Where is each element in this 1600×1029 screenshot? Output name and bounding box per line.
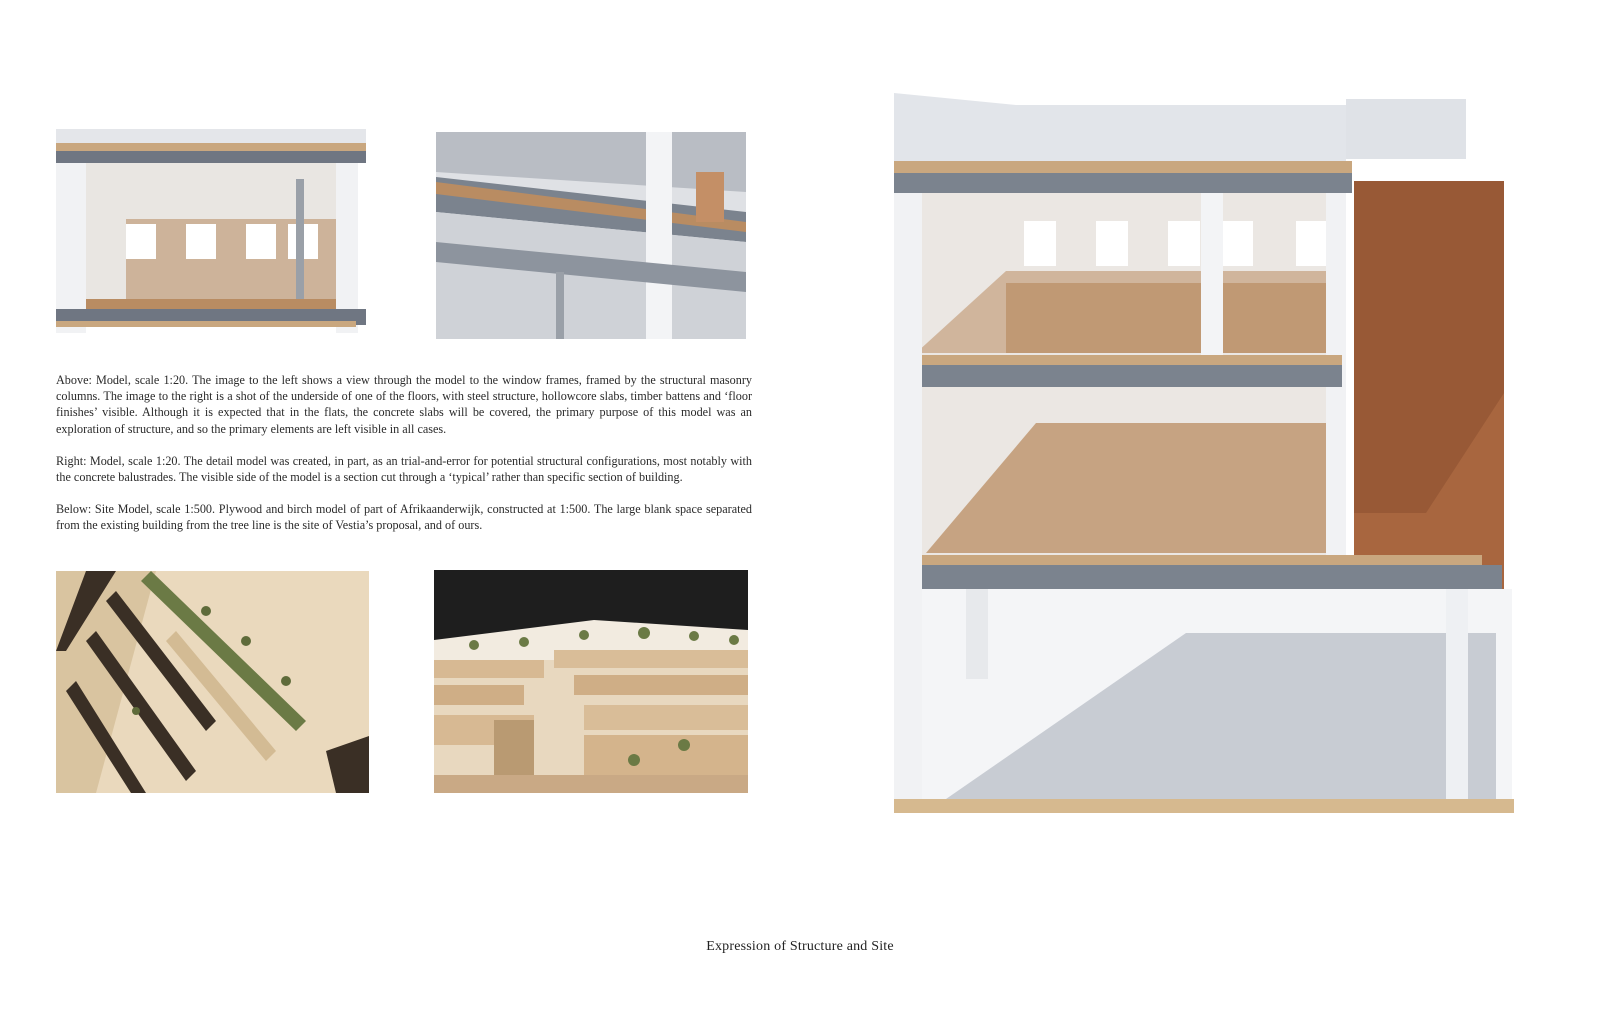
floor-underside-photo (436, 132, 746, 339)
site-model-oblique-photo (434, 570, 748, 793)
caption-text-block (56, 372, 752, 550)
caption-below: Below: Site Model, scale 1:500. Plywood and birch model of part of Afrikaanderwijk, constructed at 1:500. The large blank space separated from the existing building from the tree line is the site of Vestia’s proposal, and of ours. (56, 502, 752, 533)
caption-above: Above: Model, scale 1:20. The image to the left shows a view through the model to the window frames, framed by the structural masonry columns. The image to the right is a shot of the underside of one of the floors, with steel structure, hollowcore slabs, timber battens and ‘floor finishes’ visible. Although it is expected that in the flats, the concrete slabs will be covered, the primary purpose of this model was an exploration of structure, and so the primary elements are left visible in all cases. (56, 373, 752, 436)
page-title: Expression of Structure and Site (706, 939, 894, 954)
section-model-photo (886, 93, 1522, 827)
model-interior-photo (56, 129, 366, 339)
caption-right: Right: Model, scale 1:20. The detail model was created, in part, as an trial-and-error for potential structural configurations, most notably with the concrete balustrades. The visible side of the model is a section cut through a ‘typical’ rather than specific section of building. (56, 453, 752, 485)
site-model-aerial-photo (56, 571, 369, 793)
